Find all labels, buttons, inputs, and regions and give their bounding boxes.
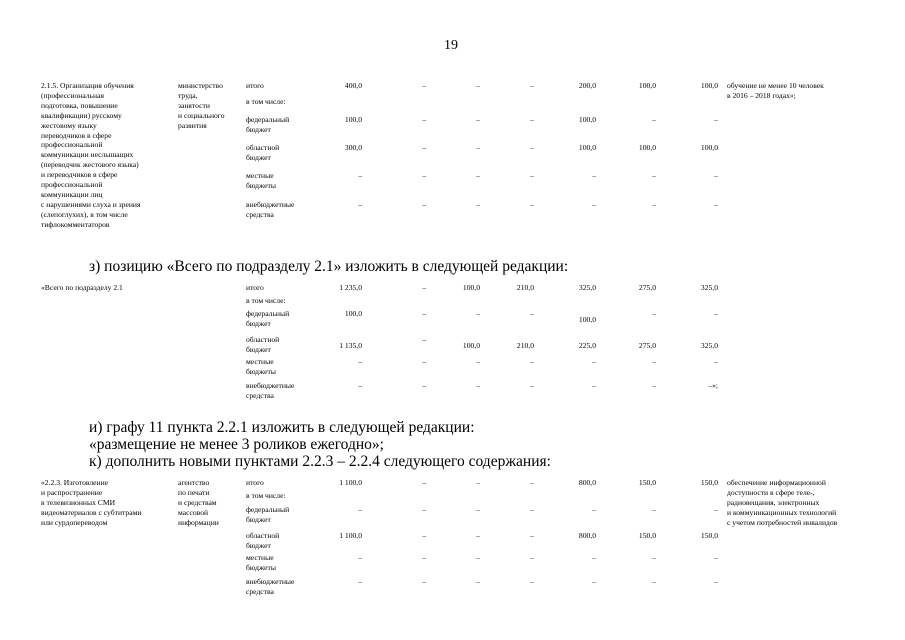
table2-cell: –»; xyxy=(708,381,718,390)
table3-cell: 150,0 xyxy=(638,531,656,540)
table1-cell: – xyxy=(530,81,534,90)
table1-cell: – xyxy=(714,115,718,124)
table2-cell: – xyxy=(476,381,480,390)
table1-cell: 100,0 xyxy=(344,115,362,124)
table1-col11-line: обучение не менее 10 человек xyxy=(727,81,824,90)
table3-cell: – xyxy=(422,577,426,586)
table3-cell: – xyxy=(358,505,362,514)
table1-cell: – xyxy=(476,81,480,90)
table3-col11-line: обеспечение информационной xyxy=(727,478,826,487)
table2-row-label: федеральный xyxy=(246,309,290,318)
table1-cell: – xyxy=(530,200,534,209)
table1-col1-line: коммуникации неслышащих xyxy=(41,150,134,160)
table2-cell: – xyxy=(592,357,596,366)
table1-row-label: областной xyxy=(246,143,280,152)
table1-cell: – xyxy=(592,200,596,209)
table2-cell: – xyxy=(422,357,426,366)
table1-cell: 100,0 xyxy=(700,143,718,152)
table1-row-label: средства xyxy=(246,210,274,219)
table3-cell: 1 100,0 xyxy=(339,478,362,487)
table3-cell: – xyxy=(530,478,534,487)
table2-cell: 325,0 xyxy=(578,283,596,292)
table3-row-label: бюджет xyxy=(246,515,271,524)
table3-cell: – xyxy=(476,505,480,514)
table3-cell: 1 100,0 xyxy=(339,531,362,540)
table2-cell: – xyxy=(714,357,718,366)
table2-cell: 325,0 xyxy=(700,341,718,350)
table2-cell: – xyxy=(476,357,480,366)
table3-cell: 150,0 xyxy=(700,478,718,487)
table1-cell: 100,0 xyxy=(700,81,718,90)
table2-cell: – xyxy=(530,357,534,366)
table1-row-label: бюджет xyxy=(246,125,271,134)
heading-z: з) позицию «Всего по подразделу 2.1» изложить в следующей редакции: xyxy=(89,258,569,275)
table3-cell: 800,0 xyxy=(578,478,596,487)
table1-cell: – xyxy=(714,171,718,180)
heading-i: и) графу 11 пункта 2.2.1 изложить в следующей редакции: xyxy=(89,419,475,436)
table1-cell: 100,0 xyxy=(578,115,596,124)
table2-row-label: средства xyxy=(246,391,274,400)
table1-cell: – xyxy=(422,143,426,152)
table1-col2-line: министерство xyxy=(178,81,223,90)
table2-col1-line: «Всего по подразделу 2.1 xyxy=(41,283,123,292)
table2-cell: – xyxy=(422,381,426,390)
table2-cell: 1 135,0 xyxy=(339,341,362,350)
table3-col1-line: и распространение xyxy=(41,487,103,497)
table1-row-label: итого xyxy=(246,81,264,90)
table3-cell: – xyxy=(592,553,596,562)
table2-cell: – xyxy=(592,381,596,390)
table1-cell: – xyxy=(652,171,656,180)
table2-cell: 275,0 xyxy=(638,283,656,292)
table2-cell: – xyxy=(476,309,480,318)
table2-cell: – xyxy=(530,381,534,390)
table3-cell: 150,0 xyxy=(638,478,656,487)
table3-cell: – xyxy=(592,577,596,586)
table3-col2-line: массовой xyxy=(178,507,209,517)
table1-col2-line: и социального xyxy=(178,110,225,120)
table3-cell: – xyxy=(592,505,596,514)
table2-cell: 325,0 xyxy=(700,283,718,292)
table3-cell: – xyxy=(476,531,480,540)
table3-cell: – xyxy=(652,505,656,514)
table1-col1-line: (переводчик жестового языка) xyxy=(41,160,139,170)
table3-row-label: областной xyxy=(246,531,280,540)
table1-col2-line: занятости xyxy=(178,100,210,110)
table2-cell: – xyxy=(422,335,426,344)
table3-col2-line: и средствам xyxy=(178,497,217,507)
table3-col1-line: или сурдопереводом xyxy=(41,517,108,527)
table1-cell: – xyxy=(714,200,718,209)
table3-col1-line: видеоматериалов с субтитрами xyxy=(41,507,142,517)
table1-cell: 400,0 xyxy=(344,81,362,90)
table1-col1-line: подготовка, повышение xyxy=(41,100,118,110)
table1-col1-line: квалификации) русскому xyxy=(41,110,122,120)
table3-col1-line: «2.2.3. Изготовление xyxy=(41,478,109,487)
table2-row-label: областной xyxy=(246,335,280,344)
table2-cell: 1 235,0 xyxy=(339,283,362,292)
table1-col2-line: развития xyxy=(178,120,207,130)
table1-cell: – xyxy=(358,200,362,209)
table1-row-label: бюджет xyxy=(246,153,271,162)
table2-row-label: итого xyxy=(246,283,264,292)
table1-cell: – xyxy=(476,171,480,180)
table2-row-label: внебюджетные xyxy=(246,381,295,390)
table2-cell: 225,0 xyxy=(578,341,596,350)
table3-cell: – xyxy=(714,505,718,514)
table1-row-label: местные xyxy=(246,171,274,180)
table1-col1-line: переводчиков в сфере xyxy=(41,130,112,140)
table2-cell: – xyxy=(714,309,718,318)
table2-cell: 100,0 xyxy=(462,341,480,350)
table3-cell: – xyxy=(530,531,534,540)
table2-cell: – xyxy=(358,357,362,366)
table3-cell: – xyxy=(358,553,362,562)
table3-row-label: итого xyxy=(246,478,264,487)
table2-cell: 210,0 xyxy=(516,283,534,292)
table3-cell: 800,0 xyxy=(578,531,596,540)
table3-col2-line: агентство xyxy=(178,478,210,487)
table1-cell: – xyxy=(422,200,426,209)
table3-cell: – xyxy=(476,577,480,586)
table3-col1-line: в телевизионных СМИ xyxy=(41,497,116,507)
table3-cell: – xyxy=(714,577,718,586)
table1-col1-line: коммуникации лиц xyxy=(41,189,103,199)
table3-cell: – xyxy=(358,577,362,586)
table3-row-label: средства xyxy=(246,587,274,596)
table3-row-label: внебюджетные xyxy=(246,577,295,586)
table1-row-label: бюджеты xyxy=(246,181,276,190)
table2-cell: – xyxy=(530,309,534,318)
table1-cell: 100,0 xyxy=(578,143,596,152)
table1-cell: – xyxy=(592,171,596,180)
table2-cell: 210,0 xyxy=(516,341,534,350)
table1-cell: – xyxy=(652,115,656,124)
table1-row-label: внебюджетные xyxy=(246,200,295,209)
table1-cell: 300,0 xyxy=(344,143,362,152)
table1-cell: – xyxy=(422,171,426,180)
table3-col2-line: по печати xyxy=(178,487,210,497)
table2-row-label: местные xyxy=(246,357,274,366)
table3-row-label: в том числе: xyxy=(246,491,286,500)
table1-col1-line: профессиональной xyxy=(41,180,103,189)
table3-cell: – xyxy=(476,553,480,562)
table2-row-label: бюджеты xyxy=(246,367,276,376)
table1-cell: – xyxy=(476,200,480,209)
table1-col1-line: (профессиональная xyxy=(41,90,104,100)
table1-col11-line: в 2016 – 2018 годах»; xyxy=(727,90,796,100)
table3-cell: – xyxy=(714,553,718,562)
table1-row-label: в том числе: xyxy=(246,97,286,106)
table1-cell: – xyxy=(422,115,426,124)
table1-col2-line: труда, xyxy=(178,90,198,100)
table2-row-label: в том числе: xyxy=(246,296,286,305)
table1-cell: – xyxy=(476,143,480,152)
table3-cell: – xyxy=(476,478,480,487)
table1-cell: 100,0 xyxy=(638,143,656,152)
table1-cell: – xyxy=(530,171,534,180)
table1-cell: – xyxy=(530,115,534,124)
table3-row-label: бюджеты xyxy=(246,563,276,572)
table2-cell: – xyxy=(422,283,426,292)
table2-cell: 100,0 xyxy=(578,315,596,324)
table3-cell: – xyxy=(652,553,656,562)
page-number: 19 xyxy=(444,38,458,53)
table3-cell: – xyxy=(422,553,426,562)
table2-row-label: бюджет xyxy=(246,319,271,328)
heading-k: к) дополнить новыми пунктами 2.2.3 – 2.2.4 следующего содержания: xyxy=(89,453,551,470)
table2-cell: – xyxy=(652,309,656,318)
table2-cell: – xyxy=(652,357,656,366)
table2-cell: 275,0 xyxy=(638,341,656,350)
table3-col11-line: доступности в сфере теле-, xyxy=(727,487,815,497)
table2-cell: – xyxy=(422,309,426,318)
table3-cell: – xyxy=(422,505,426,514)
table3-cell: – xyxy=(530,505,534,514)
table3-cell: – xyxy=(652,577,656,586)
table2-cell: 100,0 xyxy=(462,283,480,292)
table3-col11-line: радиовещания, электронных xyxy=(727,497,820,507)
table1-cell: – xyxy=(652,200,656,209)
table3-row-label: бюджет xyxy=(246,541,271,550)
table1-col1-line: и переводчиков в сфере xyxy=(41,170,118,180)
table3-col11-line: и коммуникационных технологий xyxy=(727,507,837,517)
table1-cell: – xyxy=(358,171,362,180)
table2-cell: – xyxy=(652,381,656,390)
table2-cell: 100,0 xyxy=(344,309,362,318)
table3-col11-line: с учетом потребностей инвалидов xyxy=(727,517,838,527)
table3-cell: – xyxy=(530,577,534,586)
table1-cell: – xyxy=(530,143,534,152)
table3-cell: 150,0 xyxy=(700,531,718,540)
table3-cell: – xyxy=(422,531,426,540)
table3-cell: – xyxy=(530,553,534,562)
table3-row-label: федеральный xyxy=(246,505,290,514)
table2-row-label: бюджет xyxy=(246,345,271,354)
table1-col1-line: жестовому языку xyxy=(41,120,97,130)
table3-row-label: местные xyxy=(246,553,274,562)
table1-cell: – xyxy=(476,115,480,124)
table2-cell: – xyxy=(358,381,362,390)
table1-cell: 200,0 xyxy=(578,81,596,90)
table1-cell: – xyxy=(422,81,426,90)
table3-col2-line: информации xyxy=(178,517,219,527)
heading-i-text: «размещение не менее 3 роликов ежегодно»; xyxy=(89,436,384,453)
table3-cell: – xyxy=(422,478,426,487)
table1-col1-line: тифлокомментаторов xyxy=(41,219,110,229)
table1-col1-line: с нарушениями слуха и зрения xyxy=(41,199,141,209)
table1-col1-line: 2.1.5. Организация обучения xyxy=(41,81,134,90)
table1-row-label: федеральный xyxy=(246,115,290,124)
table1-col1-line: (слепоглухих), в том числе xyxy=(41,209,128,219)
table1-col1-line: профессиональной xyxy=(41,140,103,150)
table1-cell: 100,0 xyxy=(638,81,656,90)
